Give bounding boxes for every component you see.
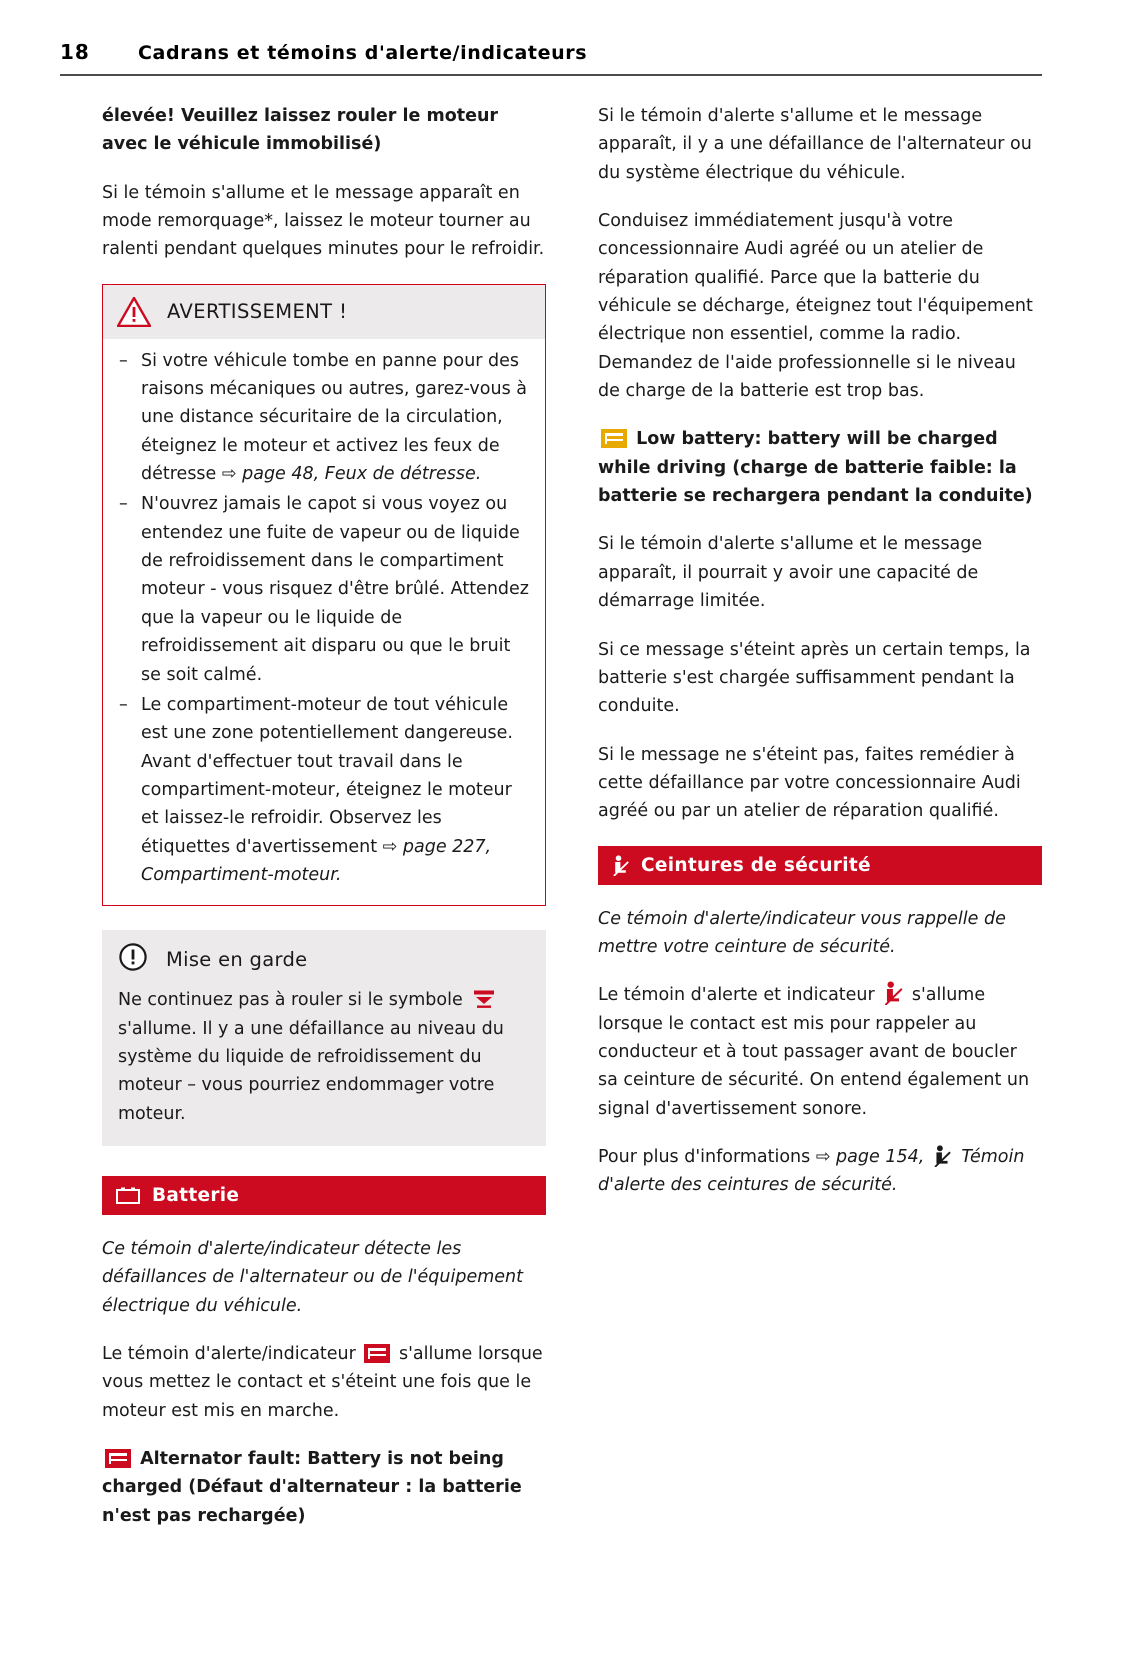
battery-indicator-paragraph (102, 1340, 546, 1425)
two-column-body (102, 102, 1042, 1550)
seatbelt-text-before: Le témoin d'alerte et indicateur (598, 985, 881, 1006)
cross-reference[interactable]: ⇨ page 48, Feux de détresse. (221, 464, 482, 485)
seatbelt-more-info (598, 1143, 1042, 1200)
caution-box-header (102, 930, 546, 986)
battery-intro: Ce témoin d'alerte/indicateur détecte les défaillances de l'alternateur ou de l'équipement électrique du véhicule. (102, 1238, 523, 1316)
list-item (119, 347, 529, 489)
cross-reference[interactable]: ⇨ page 227, Compartiment-moteur. (141, 836, 492, 885)
paragraph-drive-to-dealer: Conduisez immédiatement jusqu'à votre concessionnaire Audi agréé ou un atelier de réparation qualifié. Parce que la batterie du véhicule se décharge, éteignez tout l'équipement électrique non essentiel, comme la radio. Demandez de l'aide professionnelle si le niveau de charge de la batterie est trop bas. (598, 211, 1033, 402)
battery-message-text: Alternator fault: Battery is not being charged (Défaut d'alternateur : la batterie n'est pas rechargée) (102, 1449, 522, 1526)
caution-text-before: Ne continuez pas à rouler si le symbole (118, 990, 469, 1011)
section-bar-title: Ceintures de sécurité (641, 854, 871, 876)
page-header (60, 40, 1042, 76)
warning-box-body (103, 339, 545, 906)
warning-triangle-icon (117, 297, 151, 327)
paragraph-towing: Si le témoin s'allume et le message apparaît en mode remorquage*, laissez le moteur tourner au ralenti pendant quelques minutes pour le refroidir. (102, 182, 545, 260)
battery-text-before: Le témoin d'alerte/indicateur (102, 1344, 362, 1364)
battery-icon (116, 1187, 140, 1204)
warning-item-text: Le compartiment-moteur de tout véhicule est une zone potentiellement dangereuse. Avant d'effectuer tout travail dans le compartiment-moteur, éteignez le moteur et laissez-le refroidir. Observez les étiquettes d'avertissement (141, 694, 513, 857)
seatbelt-icon (883, 981, 903, 1005)
warning-box-title: AVERTISSEMENT ! (167, 300, 348, 324)
warning-box (102, 284, 546, 907)
list-item (119, 691, 529, 889)
seatbelt-intro: Ce témoin d'alerte/indicateur vous rappelle de mettre votre ceinture de sécurité. (598, 908, 1006, 957)
caution-box-title: Mise en garde (166, 947, 308, 971)
battery-message-low (598, 425, 1042, 510)
battery-icon (364, 1344, 390, 1363)
paragraph-alternator-fault: Si le témoin d'alerte s'allume et le message apparaît, il y a une défaillance de l'alternateur ou du système électrique du véhicule. (598, 106, 1032, 183)
caution-box-body (102, 986, 546, 1146)
warning-item-text: Si votre véhicule tombe en panne pour des raisons mécaniques ou autres, garez-vous à une distance sécuritaire de la circulation, éteignez le moteur et activez les feux de détresse (141, 350, 527, 485)
more-info-after: Témoin d'alerte des ceintures de sécurité. (598, 1146, 1025, 1196)
exclamation-circle-icon (118, 942, 148, 976)
paragraph-message-clears: Si ce message s'éteint après un certain temps, la batterie s'est chargée suffisamment pendant la conduite. (598, 639, 1031, 717)
page-title: Cadrans et témoins d'alerte/indicateurs (138, 42, 588, 64)
section-bar-battery (102, 1176, 546, 1215)
seatbelt-text-after: s'allume lorsque le contact est mis pour rappeler au conducteur et à tout passager avant de boucler sa ceinture de sécurité. On entend également un signal d'avertissement sonore. (598, 985, 1030, 1119)
lead-bold-paragraph: élevée! Veuillez laissez rouler le moteur avec le véhicule immobilisé) (102, 106, 499, 155)
section-bar-seatbelt (598, 846, 1042, 885)
seatbelt-icon (612, 855, 629, 876)
caution-text (118, 986, 530, 1128)
battery-message-alternator (102, 1445, 546, 1530)
battery-icon (105, 1449, 131, 1468)
warning-list (119, 347, 529, 890)
battery-text-after: s'allume lorsque vous mettez le contact et s'éteint une fois que le moteur est mis en marche. (102, 1344, 543, 1421)
more-info-before: Pour plus d'informations (598, 1146, 816, 1167)
battery-low-message-text: Low battery: battery will be charged while driving (charge de batterie faible: la batterie se rechargera pendant la conduite) (598, 429, 1033, 507)
seatbelt-indicator-paragraph (598, 981, 1042, 1123)
caution-text-after: s'allume. Il y a une défaillance au niveau du système du liquide de refroidissement du moteur – vous pourriez endommager votre moteur. (118, 1018, 504, 1124)
warning-item-text: N'ouvrez jamais le capot si vous voyez ou entendez une fuite de vapeur ou de liquide de refroidissement dans le compartiment moteur - vous risquez d'être brûlé. Attendez que la vapeur ou le liquide de refroidissement ait disparu ou que le bruit se soit calmé. (141, 494, 529, 685)
cross-reference[interactable]: ⇨ page 154, (815, 1146, 930, 1167)
warning-box-header (103, 285, 545, 339)
seatbelt-icon (933, 1145, 953, 1169)
coolant-temperature-icon (471, 988, 497, 1010)
section-bar-title: Batterie (152, 1184, 240, 1206)
paragraph-limited-start: Si le témoin d'alerte s'allume et le message apparaît, il pourrait y avoir une capacité de démarrage limitée. (598, 534, 983, 612)
battery-yellow-icon (601, 429, 627, 448)
caution-box (102, 930, 546, 1146)
list-item (119, 490, 529, 688)
right-column (598, 102, 1042, 1550)
left-column (102, 102, 546, 1550)
page-number: 18 (60, 40, 90, 64)
paragraph-message-persists: Si le message ne s'éteint pas, faites remédier à cette défaillance par votre concessionnaire Audi agréé ou par un atelier de réparation qualifié. (598, 744, 1021, 822)
